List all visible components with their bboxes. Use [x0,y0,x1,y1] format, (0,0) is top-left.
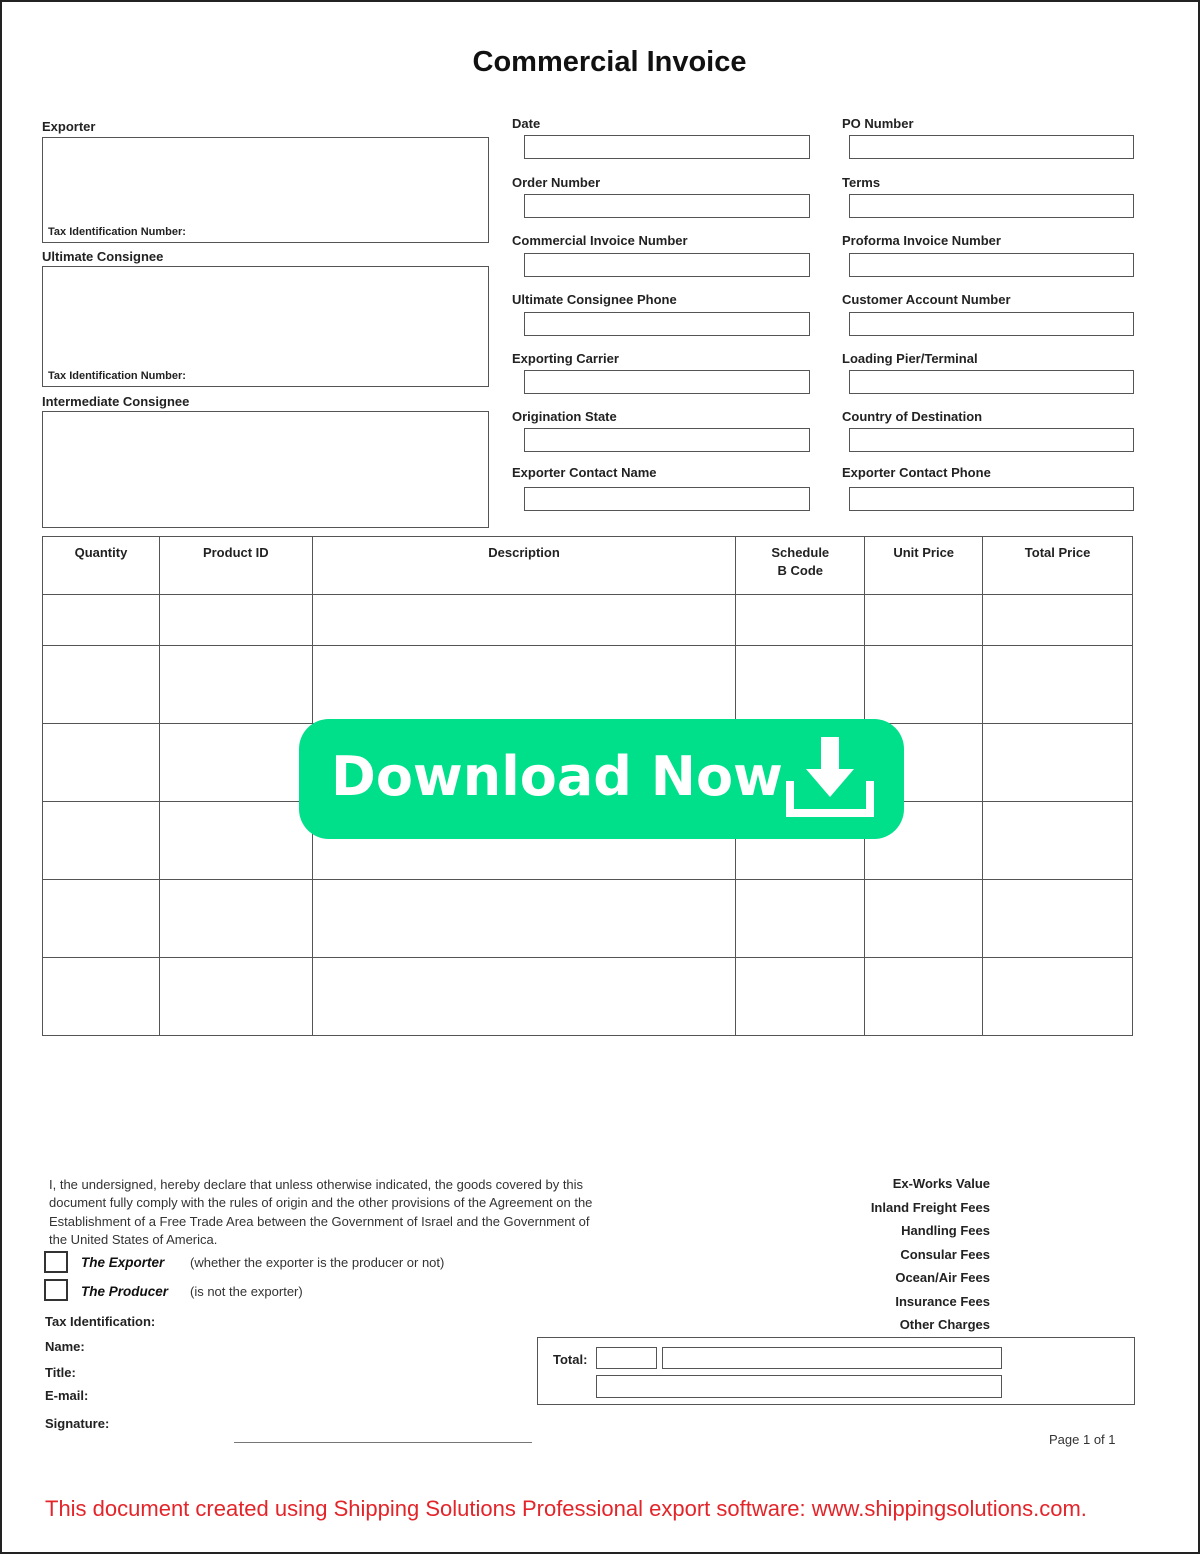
exporter-label: Exporter [42,119,96,134]
country-of-destination-label: Country of Destination [842,409,983,424]
total-amount-field[interactable] [662,1347,1002,1369]
table-cell[interactable] [983,646,1133,724]
declaration-text: I, the undersigned, hereby declare that unless otherwise indicated, the goods covered by this document fully comply with the rules of origin and the other provisions of the Agreement on the Establishment of a Free Trade Area between the Government of Israel and the Government of the United States of America. [49,1177,593,1247]
exporter-checkbox[interactable] [44,1251,68,1273]
table-row [43,646,1133,724]
table-cell[interactable] [159,880,312,958]
terms-field[interactable] [849,194,1134,218]
consular-fees-label: Consular Fees [900,1246,990,1262]
exporting-carrier-label: Exporting Carrier [512,351,619,366]
loading-pier-terminal-field[interactable] [849,370,1134,394]
ultimate-consignee-phone-field[interactable] [524,312,810,336]
table-row [43,958,1133,1036]
exporter-check-label: The Exporter [81,1255,165,1270]
col-description: Description [312,537,736,595]
ex-works-value-label: Ex-Works Value [892,1176,990,1191]
other-charges-label: Other Charges [899,1317,990,1332]
proforma-invoice-number-label: Proforma Invoice Number [842,233,1001,248]
exporting-carrier-field[interactable] [524,370,810,394]
customer-account-number-field[interactable] [849,312,1134,336]
download-now-button[interactable] [299,719,904,839]
total-label: Total: [553,1352,588,1367]
producer-checkbox[interactable] [44,1279,68,1301]
intermediate-consignee-label: Intermediate Consignee [42,394,190,409]
email-label: E-mail: [45,1388,89,1403]
signature-line[interactable] [234,1442,532,1443]
ultimate-consignee-box[interactable] [42,266,489,387]
tax-id-label: Tax Identification Number: [48,226,186,238]
col-unit-price: Unit Price [865,537,983,595]
table-cell[interactable] [43,958,160,1036]
handling-fees-label: Handling Fees [901,1223,990,1238]
table-cell[interactable] [865,595,983,646]
name-label: Name: [45,1339,85,1354]
commercial-invoice-number-field[interactable] [524,253,810,277]
date-field[interactable] [524,135,810,159]
table-cell[interactable] [312,958,736,1036]
exporter-contact-phone-label: Exporter Contact Phone [842,465,991,480]
col-product-id: Product ID [159,537,312,595]
table-row [43,595,1133,646]
signature-label: Signature: [45,1416,110,1431]
table-cell[interactable] [43,595,160,646]
table-cell[interactable] [159,802,312,880]
order-number-label: Order Number [512,175,601,190]
table-cell[interactable] [736,646,865,724]
table-cell[interactable] [736,595,865,646]
col-schedule-b: Schedule B Code [736,537,865,595]
commercial-invoice-number-label: Commercial Invoice Number [512,233,688,248]
table-cell[interactable] [159,724,312,802]
customer-account-number-label: Customer Account Number [842,292,1011,307]
table-cell[interactable] [159,595,312,646]
proforma-invoice-number-field[interactable] [849,253,1134,277]
total-words-field[interactable] [596,1375,1002,1398]
origination-state-field[interactable] [524,428,810,452]
producer-check-label: The Producer [81,1284,169,1299]
table-cell[interactable] [312,595,736,646]
order-number-field[interactable] [524,194,810,218]
table-cell[interactable] [43,724,160,802]
country-of-destination-field[interactable] [849,428,1134,452]
col-total-price: Total Price [983,537,1133,595]
footer-note: This document created using Shipping Solutions Professional export software: www.shippingsolutions.com. [45,1496,1087,1521]
ultimate-consignee-phone-label: Ultimate Consignee Phone [512,292,677,307]
table-cell[interactable] [43,646,160,724]
table-cell[interactable] [159,958,312,1036]
table-cell[interactable] [312,646,736,724]
date-label: Date [512,116,541,131]
table-cell[interactable] [983,724,1133,802]
table-cell[interactable] [865,646,983,724]
po-number-label: PO Number [842,116,914,131]
page-title: Commercial Invoice [472,46,747,78]
exporter-check-note: (whether the exporter is the producer or not) [190,1255,445,1270]
table-cell[interactable] [43,880,160,958]
exporter-contact-name-label: Exporter Contact Name [512,465,657,480]
table-cell[interactable] [865,958,983,1036]
po-number-field[interactable] [849,135,1134,159]
terms-label: Terms [842,175,881,190]
table-cell[interactable] [736,958,865,1036]
origination-state-label: Origination State [512,409,617,424]
inland-freight-fees-label: Inland Freight Fees [870,1199,990,1215]
exporter-contact-phone-field[interactable] [849,487,1134,511]
ocean-air-fees-label: Ocean/Air Fees [895,1270,990,1285]
table-cell[interactable] [43,802,160,880]
tax-id-label: Tax Identification Number: [48,370,186,382]
table-cell[interactable] [983,595,1133,646]
intermediate-consignee-box[interactable] [42,411,489,528]
download-icon [786,733,876,819]
table-cell[interactable] [159,646,312,724]
table-cell[interactable] [736,880,865,958]
title-label: Title: [45,1365,76,1380]
page-number: Page 1 of 1 [1049,1432,1116,1447]
table-row [43,880,1133,958]
download-label: Download Now [331,745,783,808]
exporter-contact-name-field[interactable] [524,487,810,511]
loading-pier-terminal-label: Loading Pier/Terminal [842,351,978,366]
table-cell[interactable] [312,880,736,958]
table-cell[interactable] [983,958,1133,1036]
col-quantity: Quantity [43,537,160,595]
producer-check-note: (is not the exporter) [190,1284,303,1299]
table-cell[interactable] [865,880,983,958]
ultimate-consignee-label: Ultimate Consignee [42,249,164,264]
insurance-fees-label: Insurance Fees [895,1293,990,1309]
table-cell[interactable] [983,802,1133,880]
table-cell[interactable] [983,880,1133,958]
total-currency-field[interactable] [596,1347,657,1369]
tax-identification-label: Tax Identification: [45,1314,156,1329]
